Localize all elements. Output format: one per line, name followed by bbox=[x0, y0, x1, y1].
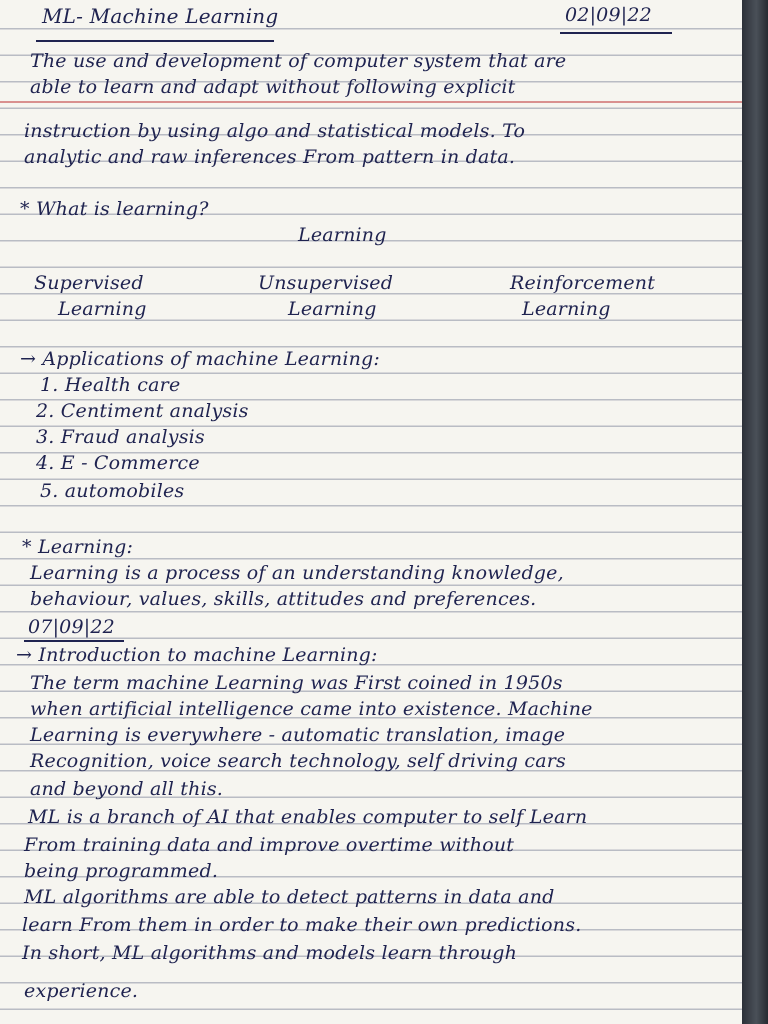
application-item: 3. Fraud analysis bbox=[36, 426, 205, 448]
intro-line: and beyond all this. bbox=[30, 778, 224, 800]
intro-date-underline bbox=[24, 640, 124, 642]
learning-def-line: Learning is a process of an understanding knowledge, bbox=[30, 562, 564, 584]
intro-line: The term machine Learning was First coined in 1950s bbox=[30, 672, 563, 694]
learning-def-line: behaviour, values, skills, attitudes and preferences. bbox=[30, 588, 537, 610]
title-underline bbox=[36, 40, 274, 42]
learning-type-label: Reinforcement bbox=[510, 272, 656, 294]
intro-line: learn From them in order to make their own predictions. bbox=[22, 914, 582, 936]
learning-type-label: Learning bbox=[288, 298, 377, 320]
intro-heading: → Introduction to machine Learning: bbox=[16, 644, 378, 666]
learning-question: * What is learning? bbox=[20, 198, 209, 220]
applications-heading: → Applications of machine Learning: bbox=[20, 348, 381, 370]
learning-type-label: Learning bbox=[58, 298, 147, 320]
application-item: 4. E - Commerce bbox=[36, 452, 200, 474]
date-underline bbox=[560, 32, 672, 34]
definition-line: analytic and raw inferences From pattern in data. bbox=[24, 146, 516, 168]
application-item: 1. Health care bbox=[40, 374, 181, 396]
learning-type-label: Unsupervised bbox=[258, 272, 394, 294]
intro-line: In short, ML algorithms and models learn through bbox=[22, 942, 518, 964]
intro-line: Recognition, voice search technology, self driving cars bbox=[30, 750, 566, 772]
intro-line: Learning is everywhere - automatic translation, image bbox=[30, 724, 566, 746]
intro-line: ML algorithms are able to detect patterns in data and bbox=[24, 886, 555, 908]
intro-line: experience. bbox=[24, 980, 139, 1002]
learning-root: Learning bbox=[298, 224, 387, 246]
intro-date: 07|09|22 bbox=[28, 616, 115, 638]
definition-line: instruction by using algo and statistical models. To bbox=[24, 120, 526, 142]
learning-heading: * Learning: bbox=[22, 536, 134, 558]
definition-line: The use and development of computer system that are bbox=[30, 50, 567, 72]
intro-line: From training data and improve overtime without bbox=[24, 834, 515, 856]
application-item: 5. automobiles bbox=[40, 480, 185, 502]
page-date: 02|09|22 bbox=[565, 4, 652, 26]
notebook-edge bbox=[742, 0, 768, 1024]
application-item: 2. Centiment analysis bbox=[36, 400, 249, 422]
definition-line: able to learn and adapt without following explicit bbox=[30, 76, 516, 98]
intro-line: being programmed. bbox=[24, 860, 219, 882]
margin-rule bbox=[0, 101, 742, 103]
intro-line: when artificial intelligence came into existence. Machine bbox=[30, 698, 593, 720]
learning-type-label: Supervised bbox=[34, 272, 144, 294]
page-title: ML- Machine Learning bbox=[42, 4, 279, 28]
intro-line: ML is a branch of AI that enables computer to self Learn bbox=[28, 806, 588, 828]
learning-type-label: Learning bbox=[522, 298, 611, 320]
